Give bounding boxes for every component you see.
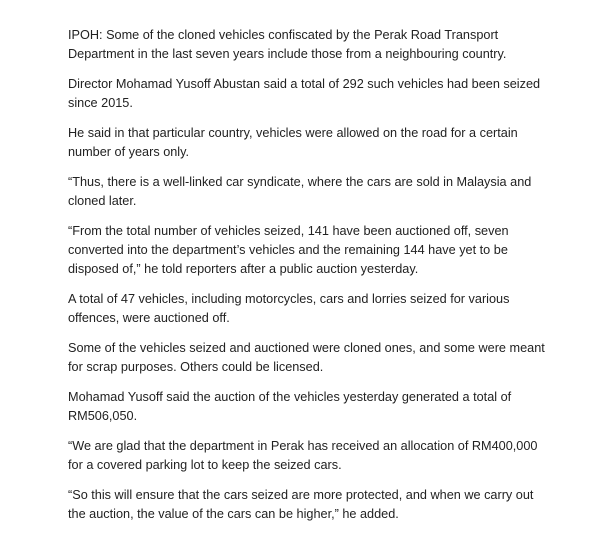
article-body [68,26,548,535]
paragraph-4: “Thus, there is a well-linked car syndicate, where the cars are sold in Malaysia and cloned later. [68,175,532,208]
paragraph-7: Some of the vehicles seized and auctioned were cloned ones, and some were meant for scrap purposes. Others could be licensed. [68,341,545,374]
paragraph-9: “We are glad that the department in Perak has received an allocation of RM400,000 for a covered parking lot to keep the seized cars. [68,439,538,472]
paragraph-8: Mohamad Yusoff said the auction of the vehicles yesterday generated a total of RM506,050. [68,390,512,423]
paragraph-10: “So this will ensure that the cars seized are more protected, and when we carry out the auction, the value of the cars can be higher,” he added. [68,488,534,521]
paragraph-3: He said in that particular country, vehicles were allowed on the road for a certain number of years only. [68,126,518,159]
paragraph-6: A total of 47 vehicles, including motorcycles, cars and lorries seized for various offences, were auctioned off. [68,292,510,325]
paragraph-1: IPOH: Some of the cloned vehicles confiscated by the Perak Road Transport Department in the last seven years include those from a neighbouring country. [68,28,507,61]
paragraph-2: Director Mohamad Yusoff Abustan said a total of 292 such vehicles had been seized since 2015. [68,77,541,110]
paragraph-5: “From the total number of vehicles seized, 141 have been auctioned off, seven converted into the department’s vehicles and the remaining 144 have yet to be disposed of,” he told reporters after a public auction yesterday. [68,224,509,276]
